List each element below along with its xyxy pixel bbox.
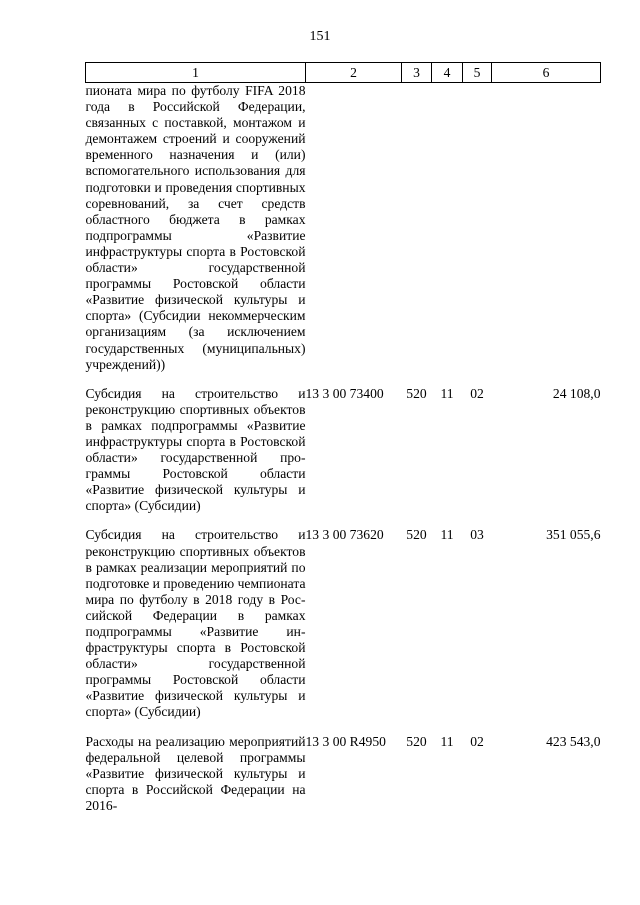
row-subsection <box>463 83 492 373</box>
row-amount: 24 108,0 <box>552 385 601 401</box>
row-section <box>432 83 463 373</box>
column-header-3: 3 <box>402 63 432 83</box>
row-expense-type: 520 <box>406 733 427 749</box>
row-amount: 423 543,0 <box>546 733 601 749</box>
row-description <box>86 386 306 515</box>
row-description-text: Расходы на реализацию мероприятий федеральной целевой программы «Развитие физической культуры и спорта в Российской Федерации на 2016- <box>85 733 306 813</box>
row-amount <box>492 83 601 373</box>
page-number: 151 <box>309 29 331 44</box>
column-header-1: 1 <box>86 63 306 83</box>
table-row <box>86 83 601 373</box>
row-subsection: 02 <box>470 733 484 749</box>
row-target-code: 13 3 00 73620 <box>305 527 384 543</box>
row-expense-type <box>402 83 432 373</box>
column-header-4: 4 <box>432 63 463 83</box>
row-target-code: 13 3 00 73400 <box>305 385 384 401</box>
row-section: 11 <box>440 385 454 401</box>
row-description-text: Субсидия на строительство и реконструкцию спортивных объектов в рамках реализации мероприятий по подготовке и проведению чемпионата мира по футболу в 2018 году в Российской Федерации в рамках подпрограммы «Развитие инфраструктуры спорта в Ростовской области» государственной программы Ростовской области «Развитие физической культуры и спорта» (Субсидии) <box>85 527 306 720</box>
table-row <box>86 734 601 814</box>
table-row <box>86 386 601 515</box>
column-header-6: 6 <box>492 63 601 83</box>
row-target-code: 13 3 00 R4950 <box>305 733 386 749</box>
row-description-text: Субсидия на строительство и реконструкцию спортивных объектов в рамках подпрограммы «Развитие инфраструктуры спорта в Ростовской области» государственной программы Ростовской области «Развитие физической культуры и спорта» (Субсидии) <box>85 385 306 514</box>
row-description <box>86 734 306 814</box>
row-description <box>86 83 306 373</box>
row-description-text: пионата мира по футболу FIFA 2018 года в Российской Федерации, связанных с поставкой, монтажом и демонтажем строений и сооружений временного назначения и (или) вспомогательного использования для подготовки и проведения спортивных соревнований, за счет средств областного бюджета в рамках подпрограммы «Развитие инфраструктуры спорта в Ростовской области» государственной программы Ростовской области «Развитие физической культуры и спорта» (Субсидии некоммерческим организациям (за исключением государственных (муниципальных) учреждений)) <box>85 83 306 372</box>
row-section: 11 <box>440 733 454 749</box>
column-header-2: 2 <box>306 63 402 83</box>
row-description <box>86 527 306 720</box>
row-section: 11 <box>440 527 454 543</box>
budget-table <box>85 62 601 814</box>
column-header-5: 5 <box>463 63 492 83</box>
row-expense-type: 520 <box>406 385 427 401</box>
row-amount: 351 055,6 <box>546 527 601 543</box>
row-subsection: 02 <box>470 385 484 401</box>
row-target-code <box>306 83 402 373</box>
table-header-row <box>86 63 601 83</box>
row-subsection: 03 <box>470 527 484 543</box>
table-row <box>86 527 601 720</box>
row-expense-type: 520 <box>406 527 427 543</box>
